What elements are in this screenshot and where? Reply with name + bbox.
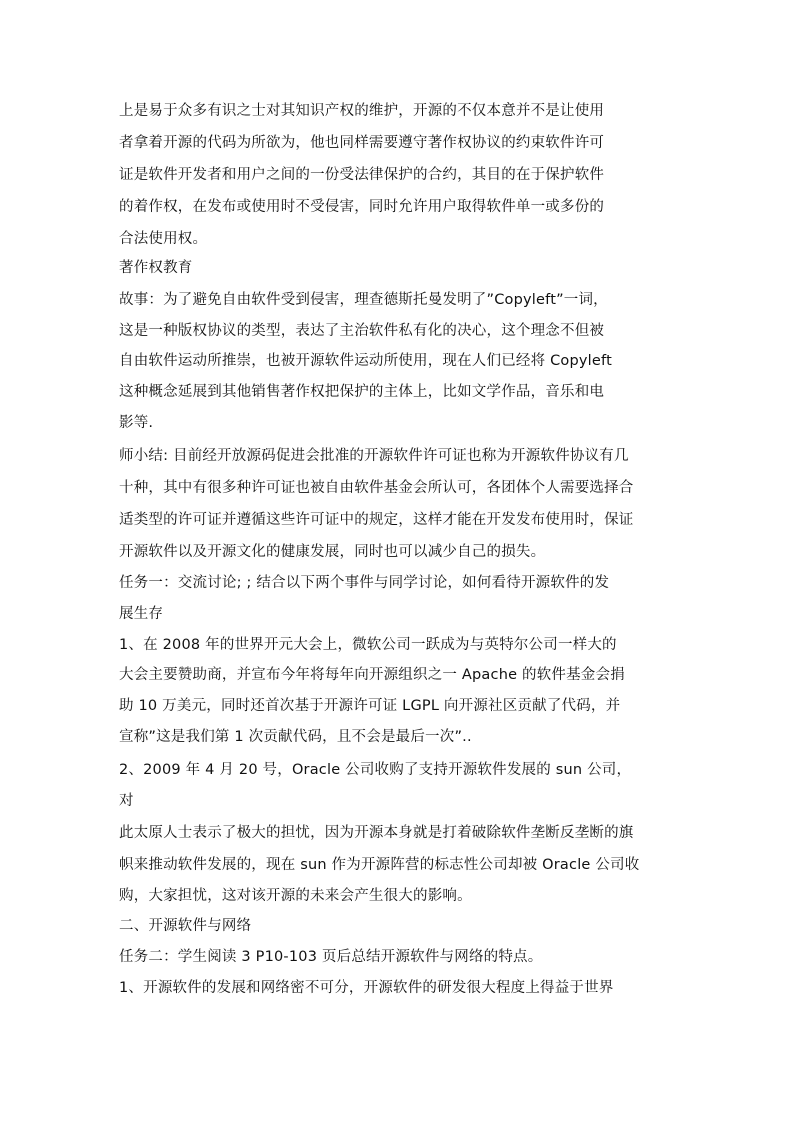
- section-heading: 著作权教育: [119, 260, 193, 276]
- text-line: 师小结: 目前经开放源码促进会批准的开源软件许可证也称为开源软件协议有几: [119, 448, 629, 464]
- text-line: 购，大家担忧，这对该开源的未来会产生很大的影响。: [119, 888, 472, 904]
- text-line: 自由软件运动所推崇，也被开源软件运动所使用，现在人们已经将 Copyleft: [119, 353, 612, 369]
- text-line: 大会主要赞助商，并宣布今年将每年向开源组织之一 Apache 的软件基金会捐: [119, 667, 625, 683]
- text-line: 宣称”这是我们第 1 次贡献代码，且不会是最后一次”..: [119, 729, 472, 745]
- text-line: 对: [119, 793, 134, 809]
- text-line: 展生存: [119, 606, 164, 622]
- text-line: 适类型的许可证并遵循这些许可证中的规定，这样才能在开发发布使用时，保证: [119, 512, 634, 528]
- section-heading: 二、开源软件与网络: [119, 918, 252, 934]
- text-line: 助 10 万美元，同时还首次基于开源许可证 LGPL 向开源社区贡献了代码，并: [119, 698, 621, 714]
- text-line: 合法使用权。: [119, 231, 208, 247]
- text-line: 此太原人士表示了极大的担忧，因为开源本身就是打着破除软件垄断反垄断的旗: [119, 825, 634, 841]
- text-line: 的着作权，在发布或使用时不受侵害，同时允许用户取得软件单一或多份的: [119, 199, 605, 215]
- text-line: 影等.: [119, 415, 154, 431]
- task-heading: 任务一：交流讨论; ; 结合以下两个事件与同学讨论，如何看待开源软件的发: [119, 575, 610, 591]
- text-line: 者拿着开源的代码为所欲为，他也同样需要遵守著作权协议的约束软件许可: [119, 135, 605, 151]
- text-line: 上是易于众多有识之士对其知识产权的维护，开源的不仅本意并不是让使用: [119, 103, 605, 119]
- list-item: 2、2009 年 4 月 20 号，Oracle 公司收购了支持开源软件发展的 sun 公司，: [119, 762, 632, 778]
- text-line: 这是一种版权协议的类型，表达了主治软件私有化的决心，这个理念不但被: [119, 323, 605, 339]
- list-item: 1、在 2008 年的世界开元大会上，微软公司一跃成为与英特尔公司一样大的: [119, 637, 617, 653]
- text-line: 这种概念延展到其他销售著作权把保护的主体上，比如文学作品，音乐和电: [119, 384, 605, 400]
- text-line: 十种，其中有很多种许可证也被自由软件基金会所认可，各团体个人需要选择合: [119, 480, 634, 496]
- text-line: 帜来推动软件发展的，现在 sun 作为开源阵营的标志性公司却被 Oracle 公司收: [119, 857, 640, 873]
- text-line: 证是软件开发者和用户之间的一份受法律保护的合约，其目的在于保护软件: [119, 167, 605, 183]
- list-item: 1、开源软件的发展和网络密不可分，开源软件的研发很大程度上得益于世界: [119, 980, 614, 996]
- task-heading: 任务二：学生阅读 3 P10-103 页后总结开源软件与网络的特点。: [119, 949, 543, 965]
- text-line: 开源软件以及开源文化的健康发展，同时也可以减少自己的损失。: [119, 544, 546, 560]
- text-line: 故事：为了避免自由软件受到侵害，理查德斯托曼发明了”Copyleft”一词，: [119, 292, 608, 308]
